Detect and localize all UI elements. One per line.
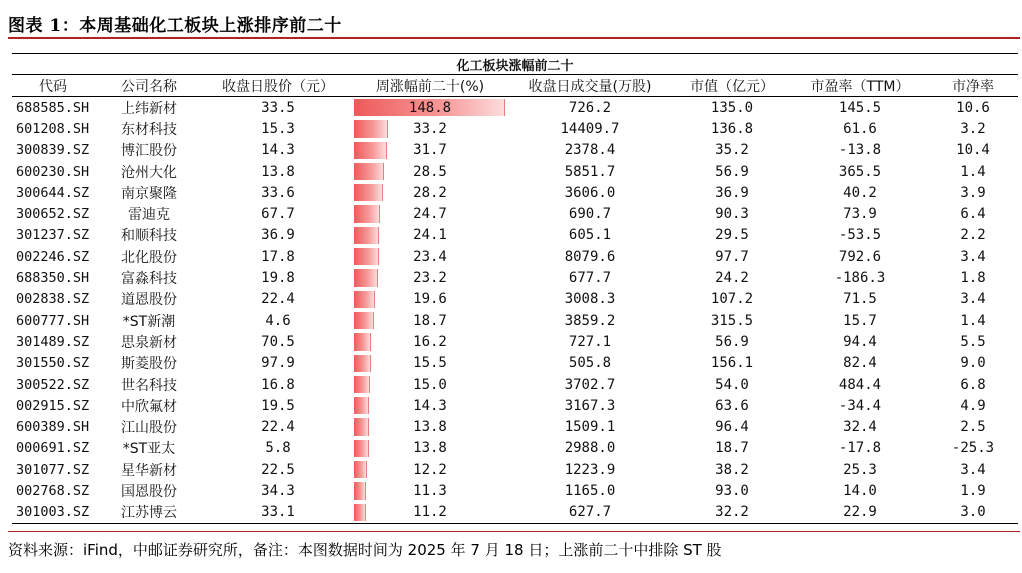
cell-gain xyxy=(352,480,508,501)
gain-bar xyxy=(354,440,369,457)
section-header-row xyxy=(12,54,1018,75)
gain-value: 23.2 xyxy=(413,270,447,287)
cell-price: 22.4 xyxy=(261,291,295,308)
cell-volume: 3606.0 xyxy=(564,184,616,201)
cell-price: 19.5 xyxy=(261,397,295,414)
cell-code: 002838.SZ xyxy=(16,291,90,308)
gain-bar xyxy=(354,333,371,350)
table-row xyxy=(12,267,1018,288)
cell-name: 中欣氟材 xyxy=(121,398,177,415)
cell-price: 15.3 xyxy=(261,120,295,137)
cell-volume: 14409.7 xyxy=(560,120,620,137)
cell-pe: 14.0 xyxy=(843,482,877,499)
cell-mktcap: 24.2 xyxy=(715,270,749,287)
gain-bar xyxy=(354,355,371,372)
table-row xyxy=(12,438,1018,459)
cell-gain xyxy=(352,267,508,288)
cell-pb: 1.8 xyxy=(960,270,986,287)
cell-volume: 3859.2 xyxy=(564,312,616,329)
cell-mktcap: 90.3 xyxy=(715,206,749,223)
cell-gain xyxy=(352,289,508,310)
col-header-volume: 收盘日成交量(万股) xyxy=(508,75,672,97)
cell-gain xyxy=(352,225,508,246)
cell-code: 000691.SZ xyxy=(16,440,90,457)
gain-bar xyxy=(354,248,379,265)
cell-name: 星华新材 xyxy=(121,462,177,479)
table-row xyxy=(12,182,1018,203)
table-row xyxy=(12,502,1018,524)
cell-volume: 726.2 xyxy=(568,99,612,116)
cell-mktcap: 156.1 xyxy=(710,355,754,372)
cell-name: 和顺科技 xyxy=(121,228,177,245)
cell-price: 33.1 xyxy=(204,502,352,524)
cell-mktcap: 96.4 xyxy=(715,419,749,436)
cell-volume: 1509.1 xyxy=(564,419,616,436)
cell-pb: 3.0 xyxy=(928,502,1018,524)
cell-pb: 3.4 xyxy=(960,461,986,478)
cell-gain xyxy=(352,161,508,182)
gain-value: 13.8 xyxy=(413,440,447,457)
cell-pb: 3.2 xyxy=(960,120,986,137)
gain-value: 23.4 xyxy=(413,248,447,265)
cell-pb: 6.4 xyxy=(960,206,986,223)
cell-price: 14.3 xyxy=(261,142,295,159)
gain-value: 15.5 xyxy=(413,355,447,372)
cell-volume: 505.8 xyxy=(568,355,612,372)
gain-value: 13.8 xyxy=(413,419,447,436)
cell-mktcap: 36.9 xyxy=(715,184,749,201)
cell-code: 301237.SZ xyxy=(16,227,90,244)
gain-value: 15.0 xyxy=(413,376,447,393)
cell-gain xyxy=(352,331,508,352)
cell-price: 97.9 xyxy=(261,355,295,372)
cell-pb: 3.4 xyxy=(960,248,986,265)
cell-gain xyxy=(352,246,508,267)
gain-value: 14.3 xyxy=(413,397,447,414)
cell-price: 36.9 xyxy=(261,227,295,244)
cell-gain xyxy=(352,310,508,331)
column-header-row xyxy=(12,75,1018,97)
cell-pe: -17.8 xyxy=(838,440,882,457)
cell-code: 002246.SZ xyxy=(16,248,90,265)
cell-price: 67.7 xyxy=(261,206,295,223)
cell-code: 301489.SZ xyxy=(16,333,90,350)
cell-mktcap: 135.0 xyxy=(710,99,754,116)
cell-code: 002915.SZ xyxy=(16,397,90,414)
col-header-code: 代码 xyxy=(12,75,94,97)
cell-code: 600230.SH xyxy=(16,163,90,180)
cell-pb: 10.4 xyxy=(956,142,990,159)
cell-price: 22.4 xyxy=(261,419,295,436)
source-note: 资料来源：iFind，中邮证券研究所，备注：本图数据时间为 2025 年 7 月 18 日；上涨前二十中排除 ST 股 xyxy=(8,541,722,559)
cell-volume: 627.7 xyxy=(508,502,672,524)
cell-price: 33.6 xyxy=(261,184,295,201)
cell-volume: 2378.4 xyxy=(564,142,616,159)
cell-mktcap: 63.6 xyxy=(715,397,749,414)
cell-pe: 365.5 xyxy=(838,163,882,180)
cell-mktcap: 56.9 xyxy=(715,333,749,350)
cell-mktcap: 32.2 xyxy=(672,502,792,524)
gain-value: 18.7 xyxy=(413,312,447,329)
gain-value: 33.2 xyxy=(413,120,447,137)
cell-mktcap: 315.5 xyxy=(710,312,754,329)
cell-mktcap: 136.8 xyxy=(710,120,754,137)
cell-gain xyxy=(352,502,508,524)
gain-value: 19.6 xyxy=(413,291,447,308)
cell-pe: 40.2 xyxy=(843,184,877,201)
cell-pb: 2.2 xyxy=(960,227,986,244)
cell-name: *ST新潮 xyxy=(122,313,176,330)
gain-bar xyxy=(354,418,369,435)
cell-volume: 8079.6 xyxy=(564,248,616,265)
cell-volume: 5851.7 xyxy=(564,163,616,180)
cell-gain xyxy=(352,203,508,224)
cell-pb: 1.4 xyxy=(960,312,986,329)
cell-mktcap: 97.7 xyxy=(715,248,749,265)
cell-code: 600777.SH xyxy=(16,312,90,329)
cell-volume: 1223.9 xyxy=(564,461,616,478)
cell-price: 34.3 xyxy=(261,482,295,499)
gain-value: 11.3 xyxy=(413,482,447,499)
table-row xyxy=(12,225,1018,246)
cell-gain xyxy=(352,459,508,480)
cell-pe: 15.7 xyxy=(843,312,877,329)
cell-name: 沧州大化 xyxy=(121,164,177,181)
gain-bar xyxy=(354,120,388,137)
cell-name: 北化股份 xyxy=(121,249,177,266)
cell-pe: 792.6 xyxy=(838,248,882,265)
cell-name: 国恩股份 xyxy=(121,483,177,500)
cell-name: 江苏博云 xyxy=(94,502,204,524)
gain-bar xyxy=(354,461,367,478)
cell-code: 300644.SZ xyxy=(16,184,90,201)
col-header-pe: 市盈率（TTM） xyxy=(792,75,928,97)
cell-pb: 4.9 xyxy=(960,397,986,414)
gain-value: 28.2 xyxy=(413,184,447,201)
gain-value: 24.7 xyxy=(413,206,447,223)
cell-volume: 2988.0 xyxy=(564,440,616,457)
cell-pe: 145.5 xyxy=(838,99,882,116)
cell-pe: 61.6 xyxy=(843,120,877,137)
cell-code: 601208.SH xyxy=(16,120,90,137)
section-header: 化工板块涨幅前二十 xyxy=(12,54,1018,75)
cell-volume: 3167.3 xyxy=(564,397,616,414)
cell-price: 70.5 xyxy=(261,333,295,350)
table-row xyxy=(12,395,1018,416)
cell-gain xyxy=(352,416,508,437)
cell-name: *ST亚太 xyxy=(122,441,176,458)
cell-pe: 94.4 xyxy=(843,333,877,350)
cell-pe: 484.4 xyxy=(838,376,882,393)
cell-mktcap: 29.5 xyxy=(715,227,749,244)
footer-divider xyxy=(8,531,1020,532)
gainers-table xyxy=(12,53,1018,524)
cell-code: 300652.SZ xyxy=(16,206,90,223)
cell-code: 002768.SZ xyxy=(16,482,90,499)
table-row xyxy=(12,480,1018,501)
gain-bar xyxy=(354,482,366,499)
gain-value: 24.1 xyxy=(413,227,447,244)
cell-volume: 3702.7 xyxy=(564,376,616,393)
gain-value: 16.2 xyxy=(413,333,447,350)
figure-title: 图表 1：本周基础化工板块上涨排序前二十 xyxy=(8,16,342,36)
cell-volume: 690.7 xyxy=(568,206,612,223)
table-row xyxy=(12,310,1018,331)
cell-pe: -34.4 xyxy=(838,397,882,414)
col-header-gain: 周涨幅前二十(%) xyxy=(352,75,508,97)
gain-bar xyxy=(354,504,366,521)
cell-price: 19.8 xyxy=(261,270,295,287)
cell-pe: 73.9 xyxy=(843,206,877,223)
gain-bar xyxy=(354,205,380,222)
cell-pe: -186.3 xyxy=(834,270,886,287)
cell-pb: -25.3 xyxy=(951,440,995,457)
col-header-name: 公司名称 xyxy=(94,75,204,97)
cell-name: 思泉新材 xyxy=(121,334,177,351)
table-row xyxy=(12,97,1018,119)
cell-volume: 3008.3 xyxy=(564,291,616,308)
cell-pe: -13.8 xyxy=(838,142,882,159)
table-row xyxy=(12,140,1018,161)
cell-pb: 2.5 xyxy=(960,419,986,436)
cell-gain xyxy=(352,395,508,416)
cell-gain xyxy=(352,374,508,395)
gain-bar xyxy=(354,376,370,393)
table-row xyxy=(12,161,1018,182)
gain-bar xyxy=(354,291,375,308)
gain-value: 28.5 xyxy=(413,163,447,180)
cell-gain xyxy=(352,438,508,459)
cell-name: 博汇股份 xyxy=(121,143,177,160)
cell-price: 22.5 xyxy=(261,461,295,478)
cell-name: 雷迪克 xyxy=(128,207,170,224)
cell-pb: 1.4 xyxy=(960,163,986,180)
cell-mktcap: 107.2 xyxy=(710,291,754,308)
cell-gain xyxy=(352,353,508,374)
cell-code: 301077.SZ xyxy=(16,461,90,478)
gain-bar xyxy=(354,227,379,244)
cell-code: 688350.SH xyxy=(16,270,90,287)
table-row xyxy=(12,459,1018,480)
cell-volume: 1165.0 xyxy=(564,482,616,499)
cell-code: 301550.SZ xyxy=(16,355,90,372)
cell-pe: 82.4 xyxy=(843,355,877,372)
col-header-price: 收盘日股价（元） xyxy=(204,75,352,97)
gain-bar xyxy=(354,312,374,329)
table-row xyxy=(12,118,1018,139)
col-header-pb: 市净率 xyxy=(928,75,1018,97)
table-row xyxy=(12,353,1018,374)
title-divider xyxy=(8,37,1020,39)
cell-mktcap: 54.0 xyxy=(715,376,749,393)
gain-value: 11.2 xyxy=(413,504,447,521)
cell-gain xyxy=(352,140,508,161)
cell-pb: 6.8 xyxy=(960,376,986,393)
table-row xyxy=(12,374,1018,395)
table-row xyxy=(12,289,1018,310)
gainers-table-container xyxy=(12,53,1018,524)
cell-mktcap: 93.0 xyxy=(715,482,749,499)
cell-pb: 3.9 xyxy=(960,184,986,201)
cell-gain xyxy=(352,118,508,139)
cell-pe: 71.5 xyxy=(843,291,877,308)
cell-price: 16.8 xyxy=(261,376,295,393)
cell-volume: 677.7 xyxy=(568,270,612,287)
gain-value: 31.7 xyxy=(413,142,447,159)
gain-bar xyxy=(354,142,387,159)
table-row xyxy=(12,331,1018,352)
cell-price: 5.8 xyxy=(265,440,291,457)
gain-bar xyxy=(354,397,369,414)
cell-volume: 727.1 xyxy=(568,333,612,350)
cell-name: 江山股份 xyxy=(121,420,177,437)
cell-pb: 5.5 xyxy=(960,333,986,350)
cell-volume: 605.1 xyxy=(568,227,612,244)
cell-name: 富淼科技 xyxy=(121,271,177,288)
cell-gain xyxy=(352,182,508,203)
gain-value: 12.2 xyxy=(413,461,447,478)
cell-name: 南京聚隆 xyxy=(121,185,177,202)
cell-code: 300522.SZ xyxy=(16,376,90,393)
cell-price: 17.8 xyxy=(261,248,295,265)
cell-mktcap: 18.7 xyxy=(715,440,749,457)
cell-price: 33.5 xyxy=(261,99,295,116)
gain-bar xyxy=(354,184,383,201)
cell-mktcap: 35.2 xyxy=(715,142,749,159)
cell-pb: 3.4 xyxy=(960,291,986,308)
table-row xyxy=(12,416,1018,437)
cell-price: 4.6 xyxy=(265,312,291,329)
col-header-mktcap: 市值（亿元） xyxy=(672,75,792,97)
cell-mktcap: 38.2 xyxy=(715,461,749,478)
gain-bar xyxy=(354,163,384,180)
cell-pb: 10.6 xyxy=(956,99,990,116)
cell-name: 东材科技 xyxy=(121,121,177,138)
cell-pe: 25.3 xyxy=(843,461,877,478)
table-row xyxy=(12,246,1018,267)
cell-name: 斯菱股份 xyxy=(121,356,177,373)
cell-code: 600389.SH xyxy=(16,419,90,436)
cell-pe: 32.4 xyxy=(843,419,877,436)
cell-name: 上纬新材 xyxy=(121,100,177,117)
cell-code: 688585.SH xyxy=(16,99,90,116)
cell-price: 13.8 xyxy=(261,163,295,180)
cell-code: 300839.SZ xyxy=(16,142,90,159)
gain-bar xyxy=(354,269,378,286)
cell-pb: 9.0 xyxy=(960,355,986,372)
cell-pb: 1.9 xyxy=(960,482,986,499)
cell-gain xyxy=(352,97,508,119)
cell-pe: 22.9 xyxy=(792,502,928,524)
table-row xyxy=(12,203,1018,224)
cell-pe: -53.5 xyxy=(838,227,882,244)
cell-name: 道恩股份 xyxy=(121,292,177,309)
cell-mktcap: 56.9 xyxy=(715,163,749,180)
cell-name: 世名科技 xyxy=(121,377,177,394)
cell-code: 301003.SZ xyxy=(12,502,94,524)
gain-value: 148.8 xyxy=(408,99,452,116)
